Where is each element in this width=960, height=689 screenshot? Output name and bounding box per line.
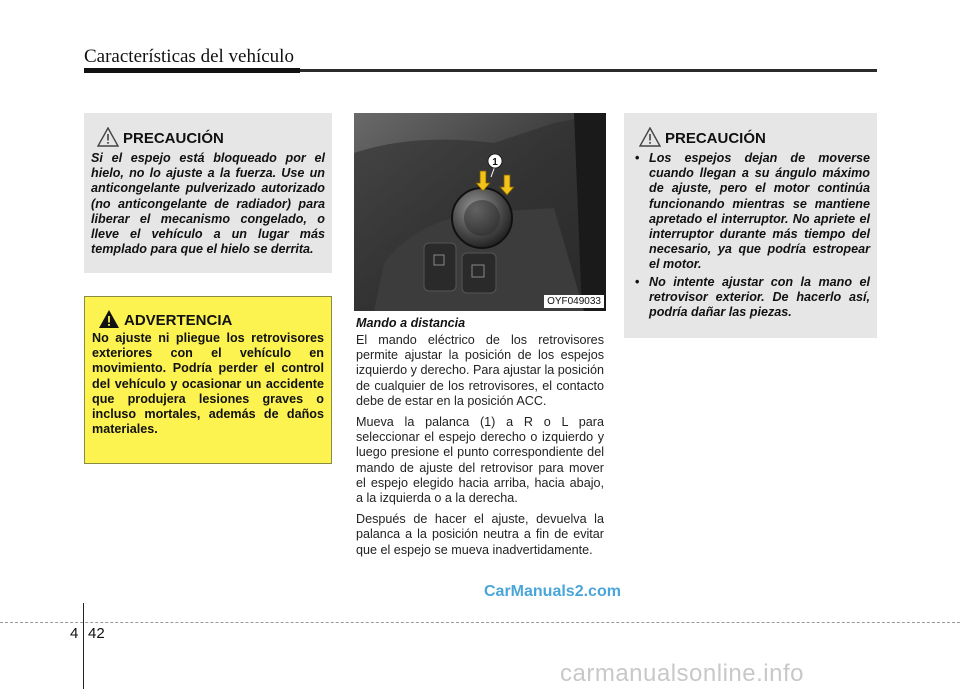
warning-heading: ADVERTENCIA [124, 312, 233, 329]
remote-paragraph: El mando eléctrico de los retrovisores permite ajustar la posición de los espejos izquierdo y derecho. Para ajustar la posición de cualquier de los retrovisores, el contacto debe de estar en la posición ACC. [356, 333, 604, 408]
site-watermark: carmanualsonline.info [560, 660, 804, 687]
header-rule [84, 69, 877, 72]
caution-left-heading: PRECAUCIÓN [123, 130, 224, 147]
page-header-title: Características del vehículo [84, 46, 294, 67]
remote-paragraph: Después de hacer el ajuste, devuelva la palanca a la posición neutra a fin de evitar que el espejo se mueva inadvertidamente. [356, 512, 604, 557]
section-number: 4 [70, 625, 79, 642]
caution-right-heading: PRECAUCIÓN [665, 130, 766, 147]
warning-triangle-icon [639, 127, 661, 147]
warning-triangle-icon [98, 309, 120, 329]
mirror-switch-illustration [354, 113, 606, 311]
caution-right-heading-row [639, 121, 870, 147]
warning-heading-row [98, 303, 324, 329]
mirror-switch-photo [354, 113, 606, 311]
list-item: • Los espejos dejan de moverse cuando llegan a su ángulo máximo de ajuste, pero el motor continúa funcionando mientras se mantiene apretado el interruptor. No apriete el interruptor durante más tiempo del necesario, ya que podría estropear el motor. [631, 151, 870, 273]
warning-text: No ajuste ni pliegue los retrovisores exteriores con el vehículo en movimiento. Podría perder el control del vehículo y ocasionar un accidente que produjera lesiones graves o incluso mortales, además de daños materiales. [92, 331, 324, 437]
figure-callout-1: 1 [492, 157, 498, 168]
warning-triangle-icon [97, 127, 119, 147]
footer-vertical-rule [83, 603, 84, 689]
remote-subheading: Mando a distancia [356, 316, 466, 330]
list-item: • No intente ajustar con la mano el retrovisor exterior. De hacerlo así, podría dañar las piezas. [631, 275, 870, 321]
caution-box-right [624, 113, 877, 338]
remote-paragraph: Mueva la palanca (1) a R o L para seleccionar el espejo derecho o izquierdo y luego presione el punto correspondiente del mando de ajuste del retrovisor para mover el espejo elegido hacia arriba, hacia abajo, a la izquierda o a la derecha. [356, 415, 604, 506]
warning-box [84, 296, 332, 464]
caution-left-heading-row [97, 121, 325, 147]
caution-box-left [84, 113, 332, 273]
caution-left-text: Si el espejo está bloqueado por el hielo, no lo ajuste a la fuerza. Use un anticongelante pulverizado autorizado (no anticongelante de radiador) para liberar el mecanismo congelado, o lleve el vehículo a un lugar más templado para que el hielo se derrita. [91, 151, 325, 257]
footer-divider [0, 622, 960, 623]
remote-control-section [356, 316, 604, 564]
watermark-link[interactable]: CarManuals2.com [484, 583, 621, 600]
caution-right-list [631, 151, 870, 320]
figure-code: OYF049033 [544, 295, 604, 308]
page-number: 42 [88, 625, 105, 642]
